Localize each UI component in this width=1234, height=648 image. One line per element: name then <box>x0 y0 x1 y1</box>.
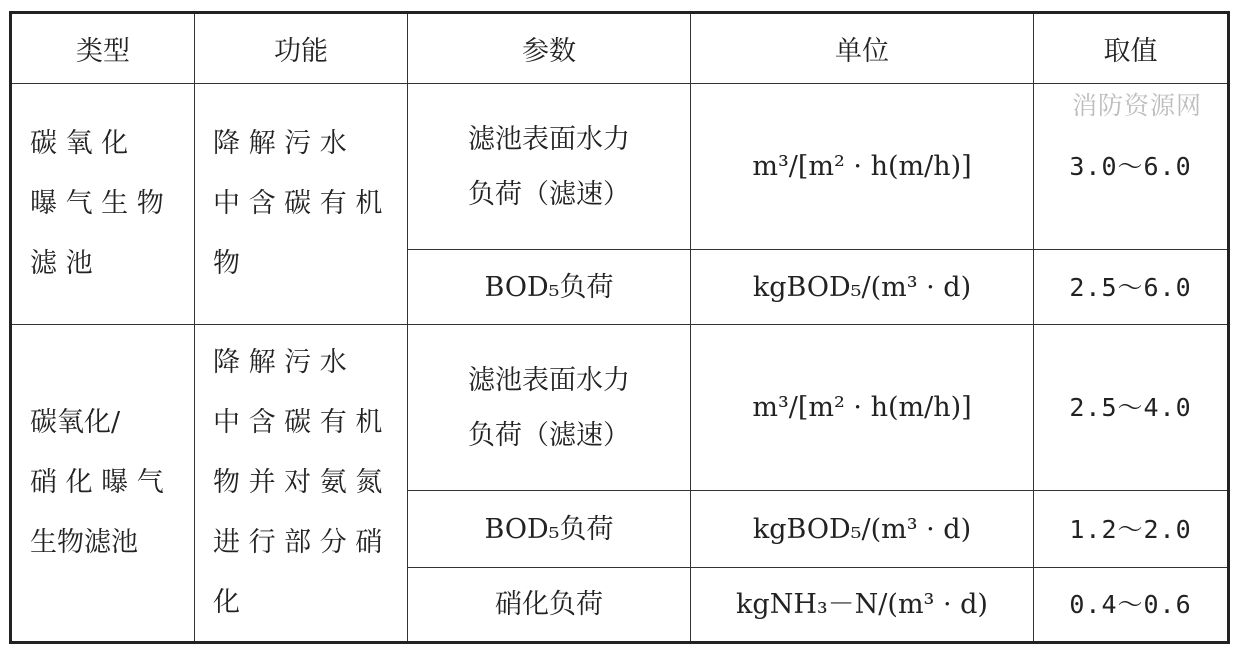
parameter-cell <box>408 325 691 491</box>
function-line: 物 并 对 氨 氮 <box>213 467 383 498</box>
function-line: 中 含 碳 有 机 <box>213 188 383 219</box>
unit-cell: kgBOD₅/(m³ · d) <box>691 250 1034 325</box>
value-cell: 2.5～4.0 <box>1034 325 1229 491</box>
function-line: 化 <box>213 587 240 618</box>
type-line: 硝 化 曝 气 <box>30 467 164 498</box>
function-line: 进 行 部 分 硝 <box>213 527 383 558</box>
parameter-line: 滤池表面水力 <box>468 123 630 155</box>
unit-cell: m³/[m² · h(m/h)] <box>691 325 1034 491</box>
watermark: 消防资源网 <box>1072 91 1203 120</box>
parameter-cell: 硝化负荷 <box>408 568 691 643</box>
function-line: 物 <box>213 248 240 279</box>
type-line: 碳 氧 化 <box>30 128 129 159</box>
type-cell <box>11 84 195 325</box>
unit-cell: kgNH₃－N/(m³ · d) <box>691 568 1034 643</box>
header-value: 取值 <box>1034 13 1229 84</box>
unit-cell: m³/[m² · h(m/h)] <box>691 84 1034 250</box>
value-cell: 1.2～2.0 <box>1034 491 1229 568</box>
header-type: 类型 <box>11 13 195 84</box>
type-line: 曝 气 生 物 <box>30 188 164 219</box>
table-row <box>11 325 1229 491</box>
parameter-line: 滤池表面水力 <box>468 364 630 396</box>
parameter-cell <box>408 84 691 250</box>
type-line: 生物滤池 <box>30 527 138 558</box>
function-line: 中 含 碳 有 机 <box>213 407 383 438</box>
function-cell <box>195 325 408 643</box>
parameter-table <box>9 11 1230 644</box>
type-line: 碳氧化/ <box>30 407 121 438</box>
parameter-cell: BOD₅负荷 <box>408 250 691 325</box>
header-row <box>11 13 1229 84</box>
function-line: 降 解 污 水 <box>213 347 347 378</box>
function-line: 降 解 污 水 <box>213 128 347 159</box>
value-cell: 0.4～0.6 <box>1034 568 1229 643</box>
header-function: 功能 <box>195 13 408 84</box>
header-unit: 单位 <box>691 13 1034 84</box>
table-row <box>11 84 1229 250</box>
type-cell <box>11 325 195 643</box>
value-cell: 3.0～6.0 <box>1034 84 1229 250</box>
value-cell: 2.5～6.0 <box>1034 250 1229 325</box>
parameter-cell: BOD₅负荷 <box>408 491 691 568</box>
header-parameter: 参数 <box>408 13 691 84</box>
type-line: 滤 池 <box>30 248 93 279</box>
parameter-line: 负荷（滤速） <box>468 178 630 210</box>
unit-cell: kgBOD₅/(m³ · d) <box>691 491 1034 568</box>
parameter-line: 负荷（滤速） <box>468 419 630 451</box>
function-cell <box>195 84 408 325</box>
